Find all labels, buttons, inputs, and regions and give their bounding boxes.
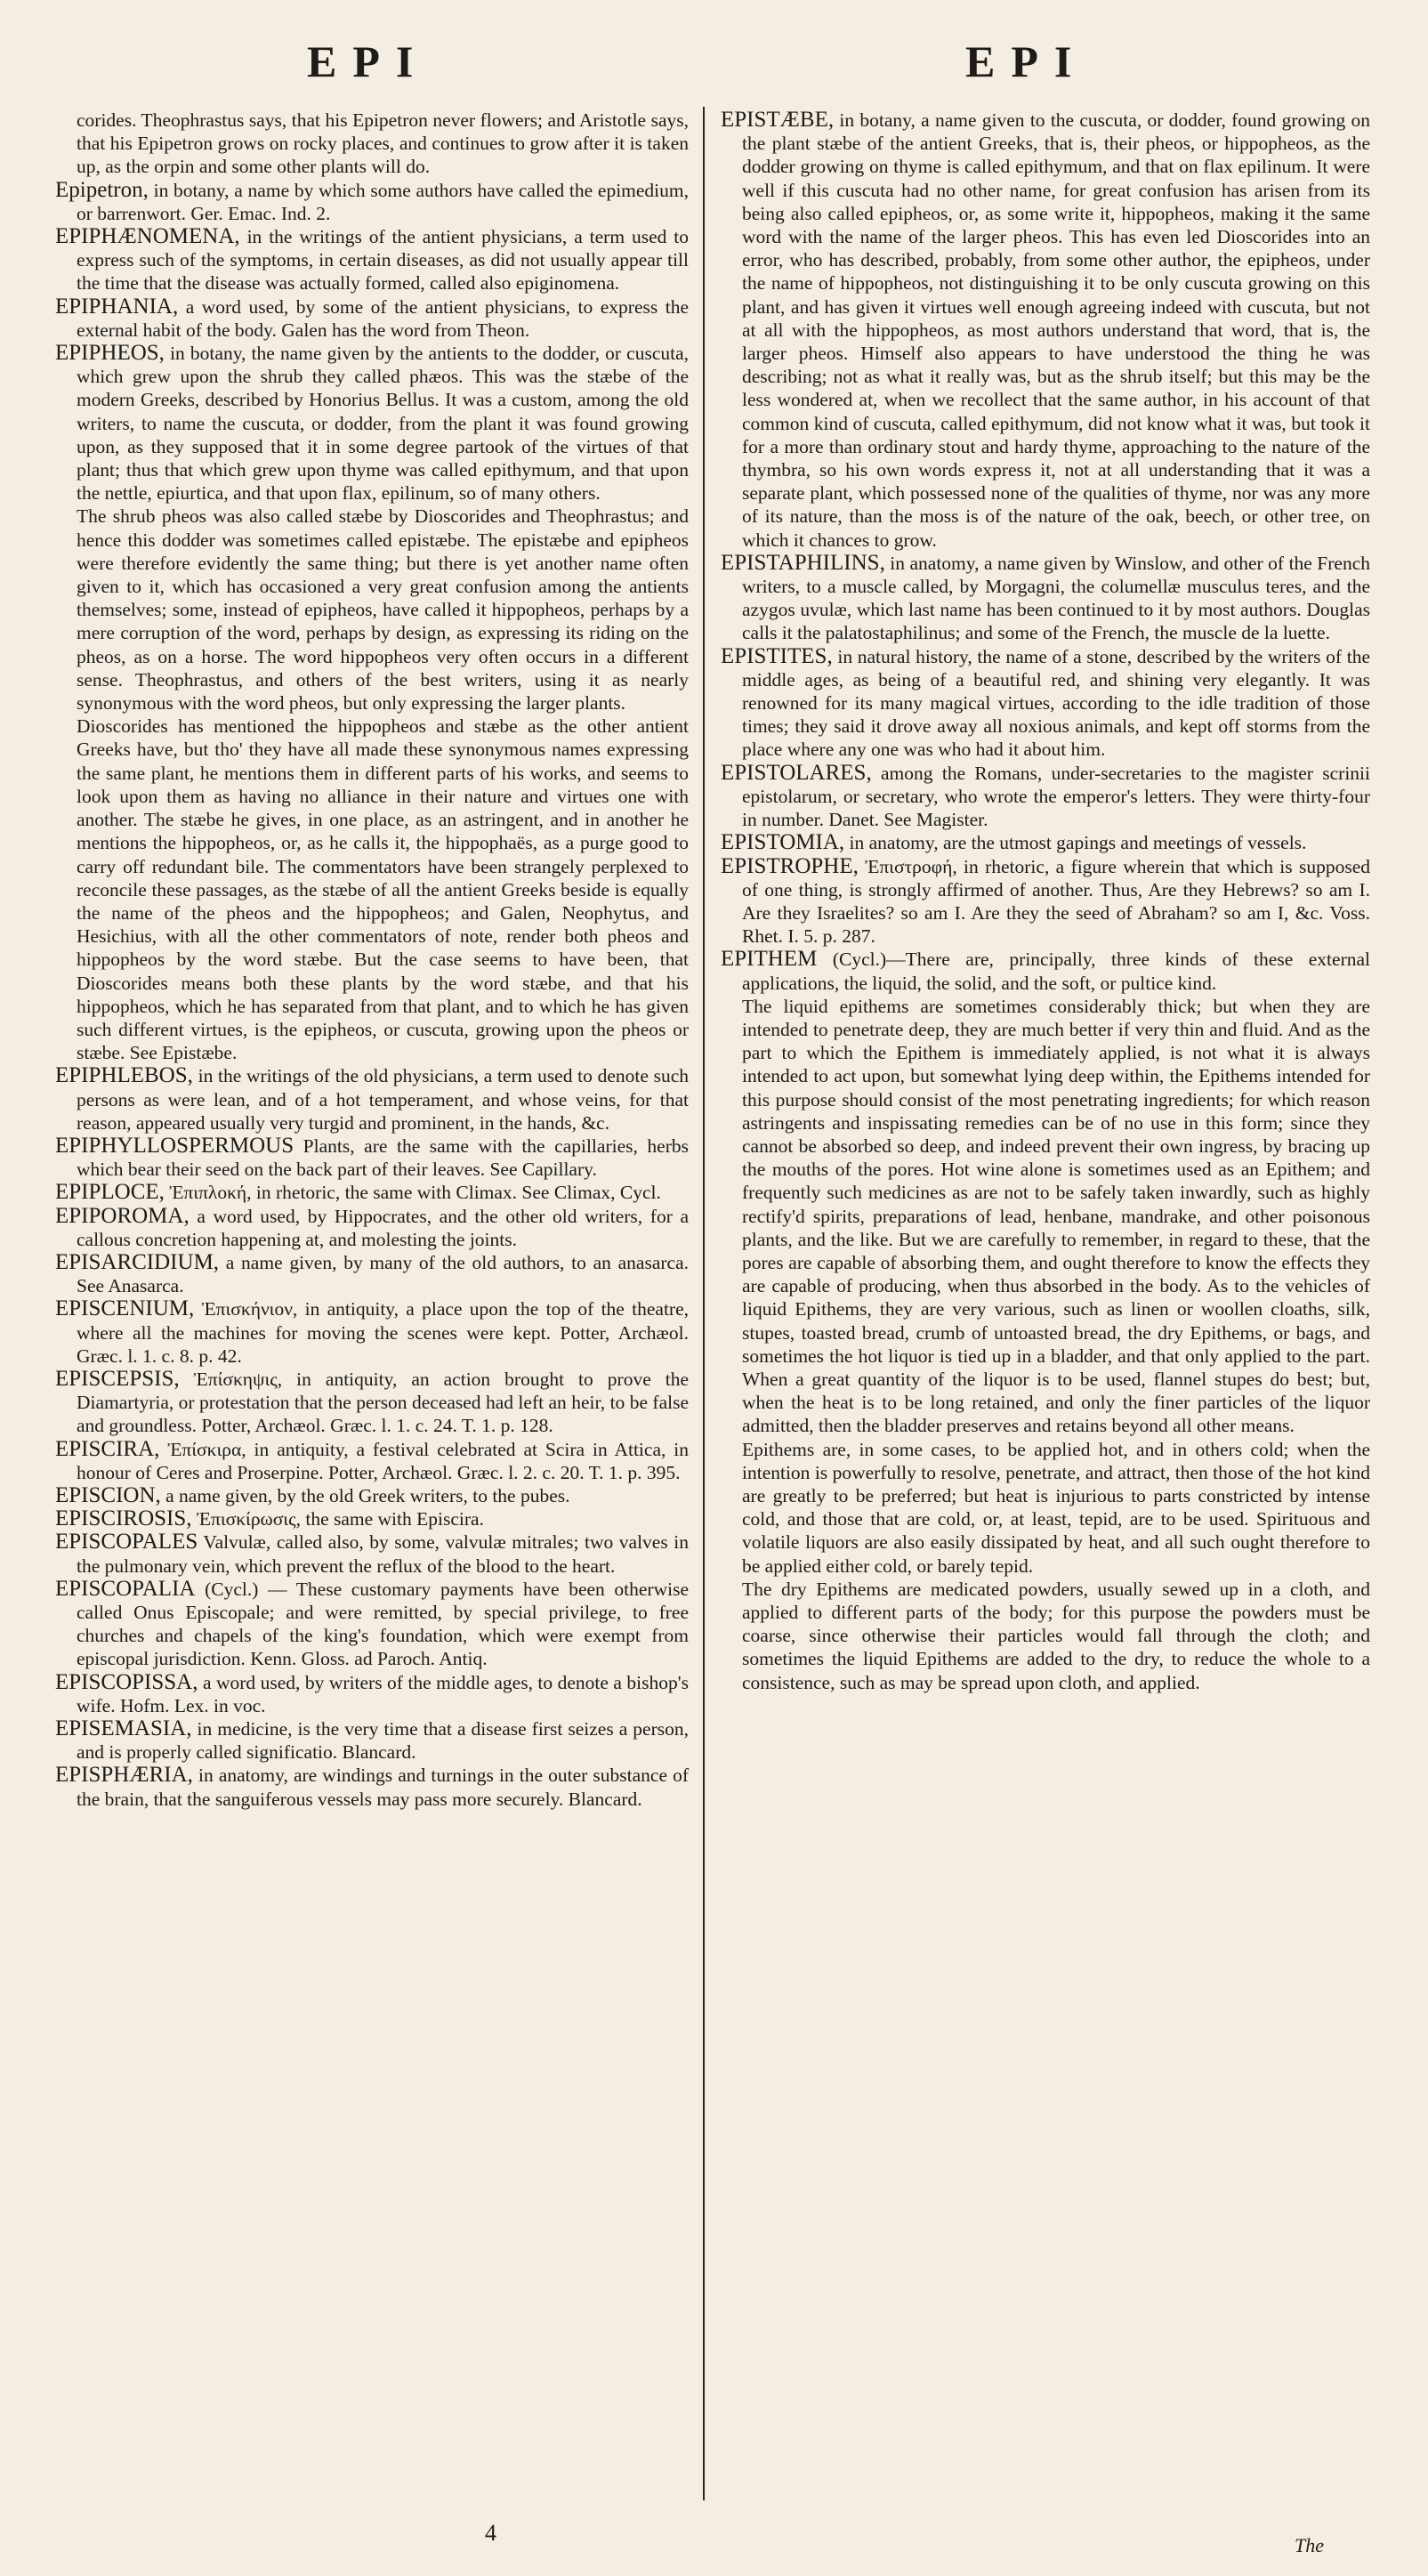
entry-text: in anatomy, are windings and turnings in the outer substance of the brain, that the sanguiferous vessels may pass more securely. Blancard. bbox=[77, 1764, 690, 1810]
entry-headword: EPISARCIDIUM, bbox=[55, 1249, 220, 1274]
entry-headword: EPIPHANIA, bbox=[55, 294, 179, 319]
entry-headword: EPISTAPHILINS, bbox=[721, 550, 885, 575]
entry-text: corides. Theophrastus says, that his Epipetron never flowers; and Aristotle says, that his Epipetron grows on rocky places, and continues to grow after it is taken up, as the orpin and some other plants will do. bbox=[77, 109, 689, 178]
entry-text: The liquid epithems are sometimes considerably thick; but when they are intended to penetrate deep, they are much better if very thin and fluid. And as the part to which the Epithem is immediately applied, is not what it is always intended to act upon, but somewhat lying deep within, the Epithems intended for this purpose should consist of the most penetrating ingredients; for which reason astringents and inspissating remedies can be of no use in this form; since they cannot be absorbed so deep, and indeed prevent their own ingress, by bracing up the mouths of the pores. Hot wine alone is sometimes used as an Epithem; and frequently such medicines as are not to be safely taken inwardly, such as highly rectify'd spirits, preparations of lead, henbane, mandrake, and other poisonous plants, and the like. But we are carefully to remember, in regard to these, that the pores are capable of absorbing them, and ought therefore to know the effects they are capable of producing, when thus absorbed in the body. As to the vehicles of liquid Epithems, they are very various, such as linen or woollen cloaths, silk, stupes, toasted bread, crumb of untoasted bread, the dry Epithems, or bags, and sometimes the hot liquor is tied up in a bladder, and that only applied to the part. When a great quantity of the liquor is to be used, flannel stupes do best; but, when the heat is to be long retained, and only the finer particles of the liquor admitted, then the bladder preserves and retains beyond all other means. bbox=[742, 995, 1370, 1437]
dictionary-entry bbox=[55, 1764, 689, 1810]
entry-headword: EPIPLOCE, bbox=[55, 1180, 165, 1205]
column-rule bbox=[703, 107, 705, 2500]
entry-headword: EPIPHÆNOMENA, bbox=[55, 224, 240, 249]
entry-paragraph bbox=[55, 109, 689, 179]
dictionary-entry bbox=[55, 1297, 689, 1368]
dictionary-entry bbox=[55, 342, 689, 505]
dictionary-entry bbox=[721, 948, 1370, 994]
entry-text: Valvulæ, called also, by some, valvulæ mitrales; two valves in the pulmonary vein, which prevent the reflux of the blood to the heart. bbox=[77, 1531, 689, 1577]
entry-text: Ἐπιπλοκή, in rhetoric, the same with Climax. See Climax, Cycl. bbox=[169, 1182, 661, 1204]
entry-headword: EPISCENIUM, bbox=[55, 1296, 195, 1321]
entry-headword: EPIPHLEBOS, bbox=[55, 1063, 193, 1088]
dictionary-entry bbox=[55, 1530, 689, 1577]
entry-headword: EPISEMASIA, bbox=[55, 1716, 192, 1741]
entry-paragraph bbox=[55, 505, 689, 715]
entry-text: among the Romans, under-secretaries to the magister scrinii epistolarum, or secretary, who wrote the emperor's letters. They were thirty-four in number. Danet. See Magister. bbox=[742, 762, 1370, 831]
entry-text: Ἐπίσκηψις, in antiquity, an action brought to prove the Diamartyria, or protestation that the person deceased had left an heir, to be false and groundless. Potter, Archæol. Græc. l. 1. c. 24. T. 1. p. 128. bbox=[77, 1368, 690, 1437]
entry-headword: EPISCEPSIS, bbox=[55, 1366, 180, 1391]
dictionary-entry bbox=[721, 109, 1370, 552]
dictionary-entry bbox=[55, 1507, 689, 1530]
entry-text: Ἐπιστροφή, in rhetoric, a figure wherein that which is supposed of one thing, is strongly affirmed of another. Thus, Are they Hebrews? so am I. Are they Israelites? so am I. Are they the seed of Abraham? so am I, &c. Voss. Rhet. I. 5. p. 287. bbox=[742, 855, 1370, 948]
entry-paragraph bbox=[721, 1578, 1370, 1694]
dictionary-entry bbox=[55, 1135, 689, 1181]
dictionary-entry bbox=[55, 1484, 689, 1507]
dictionary-entry bbox=[721, 831, 1370, 854]
dictionary-entry bbox=[55, 1251, 689, 1297]
entry-text: a name given, by many of the old authors, to an anasarca. See Anasarca. bbox=[77, 1251, 689, 1297]
entry-headword: EPISTOMIA, bbox=[721, 830, 845, 855]
entry-headword: EPIPHEOS, bbox=[55, 341, 165, 366]
entry-headword: EPIPOROMA, bbox=[55, 1203, 190, 1228]
entry-text: in the writings of the antient physicians, a term used to express such of the symptoms, in certain diseases, as did not usually appear till the time that the disease was actually formed, called also epiginomena. bbox=[77, 226, 689, 295]
dictionary-entry bbox=[721, 552, 1370, 645]
dictionary-entry bbox=[55, 295, 689, 342]
entry-text: The dry Epithems are medicated powders, usually sewed up in a cloth, and applied to different parts of the body; for this purpose the powders must be coarse, since otherwise their particles would fall through the cloth; and sometimes the liquid Epithems are added to the dry, to reduce the whole to a consistence, such as may be spread upon cloth, and applied. bbox=[742, 1578, 1370, 1693]
running-head-right: EPI bbox=[965, 36, 1088, 86]
entry-headword: EPISCIROSIS, bbox=[55, 1506, 192, 1531]
entry-text: in anatomy, a name given by Winslow, and other of the French writers, to a muscle called, by Morgagni, the columellæ musculus teres, and the azygos uvulæ, which last name has been continued to it by most authors. Douglas calls it the palatostaphilinus; and some of the French, the muscle de la luette. bbox=[742, 552, 1371, 644]
dictionary-entry bbox=[55, 1368, 689, 1438]
entry-text: in medicine, is the very time that a disease first seizes a person, and is properly called significatio. Blancard. bbox=[77, 1718, 690, 1764]
entry-text: (Cycl.)—There are, principally, three kinds of these external applications, the liquid, the solid, and the soft, or pultice kind. bbox=[742, 949, 1370, 994]
entry-headword: EPIPHYLLOSPERMOUS bbox=[55, 1133, 294, 1158]
dictionary-entry bbox=[721, 762, 1370, 832]
entry-text: Ἐπισκήνιον, in antiquity, a place upon the top of the theatre, where all the machines for moving the scenes were kept. Potter, Archæol. Græc. l. 1. c. 8. p. 42. bbox=[77, 1298, 689, 1367]
entry-text: in natural history, the name of a stone, described by the writers of the middle ages, as being of a beautiful red, and shining very elegantly. It was renowned for its many magical virtues, according to the idle tradition of those times; they said it drove away all noxious animals, and kept off storms from the place where any one was who had it about him. bbox=[742, 645, 1370, 761]
page-number: 4 bbox=[485, 2520, 496, 2546]
entry-text: a word used, by writers of the middle ages, to denote a bishop's wife. Hofm. Lex. in voc. bbox=[77, 1671, 690, 1716]
entry-text: in anatomy, are the utmost gapings and meetings of vessels. bbox=[849, 832, 1307, 854]
entry-text: The shrub pheos was also called stæbe by Dioscorides and Theophrastus; and hence this dodder was sometimes called epistæbe. The epistæbe and epipheos were therefore evidently the same thing; but there is yet another name often given to it, which has occasioned a very great confusion among the antients themselves; some, instead of epipheos, have called it hippopheos, perhaps by a mere corruption of the word, perhaps by design, as expressing its riding on the pheos, as on a horse. The word hippopheos very often occurs in a different sense. Theophrastus, and others of the best writers, using it as nearly synonymous with the word pheos, but only expressing the larger plants. bbox=[77, 505, 689, 715]
entry-text: in botany, the name given by the antients to the dodder, or cuscuta, which grew upon the shrub they called phæos. This was the stæbe of the modern Greeks, described by Honorius Bellus. It was a custom, among the old writers, to name the cuscuta, or dodder, from the plant it was found growing upon, as they supposed that it in some degree partook of the virtues of that plant; thus that which grew upon thyme was called epithymum, and that upon the nettle, epiurtica, and that upon flax, epilinum, so of many others. bbox=[77, 343, 689, 505]
entry-text: Plants, are the same with the capillaries, herbs which bear their seed on the back part of their leaves. See Capillary. bbox=[77, 1135, 689, 1181]
dictionary-entry bbox=[55, 1181, 689, 1204]
entry-text: a word used, by Hippocrates, and the other old writers, for a callous concretion happening at, and molesting the joints. bbox=[77, 1205, 690, 1250]
dictionary-entry bbox=[55, 1671, 689, 1717]
entry-headword: EPISPHÆRIA, bbox=[55, 1763, 193, 1788]
entry-headword: EPISTOLARES, bbox=[721, 760, 872, 785]
dictionary-entry bbox=[721, 855, 1370, 949]
entry-text: in botany, a name given to the cuscuta, or dodder, found growing on the plant stæbe of the antient Greeks, that is, their pheos, or hippopheos, as the dodder growing on thyme is called epithymum, and that on flax epilinum. It were well if this cuscuta had no other name, for great confusion has arisen from its being also called epipheos, or, as some write it, hippopheos, making it the same word with the name of the larger pheos. This has even led Dioscorides into an error, who has described, probably, from some other author, the epipheos, under the name of hippopheos, not distinguishing it to be only cuscuta growing on this plant, and has given it virtues well enough agreeing indeed with cuscuta, but not at all with the hippopheos, as most authors understand that word, that is, the larger pheos. Himself also appears to have understood the thing he was describing; not as what it really was, but as the shrub itself; but this may be the less wondered at, when we recollect that the same author, in his account of that common kind of cuscuta, called epithymum, did not know what it was, but took it for a more than ordinary stout and hardy thyme, approaching to the nature of the thymbra, so his own words express it, not at all understanding that it was a separate plant, which possessed none of the qualities of thyme, nor was any more of its nature, than the moss is of the nature of the oak, beech, or other tree, on which it chances to grow. bbox=[742, 109, 1371, 551]
entry-text: Ἐπίσκιρα, in antiquity, a festival celebrated at Scira in Attica, in honour of Ceres and Proserpine. Potter, Archæol. Græc. l. 2. c. 20. T. 1. p. 395. bbox=[77, 1438, 690, 1483]
entry-paragraph bbox=[55, 715, 689, 1064]
entry-headword: EPISCION, bbox=[55, 1482, 161, 1507]
catchword: The bbox=[1295, 2534, 1324, 2556]
dictionary-entry bbox=[55, 1578, 689, 1671]
entry-headword: EPISTITES, bbox=[721, 643, 833, 668]
entry-paragraph bbox=[721, 995, 1370, 1438]
entry-headword: EPISTÆBE, bbox=[721, 108, 835, 132]
right-column bbox=[721, 109, 1370, 1694]
dictionary-entry bbox=[55, 1438, 689, 1484]
entry-text: Ἐπισκίρωσις, the same with Episcira. bbox=[196, 1508, 484, 1530]
entry-text: in the writings of the old physicians, a term used to denote such persons as were lean, and of a hot temperament, and whose veins, for that reason, appeared usually very turgid and prominent, in the hands, &c. bbox=[77, 1065, 690, 1134]
entry-text: Dioscorides has mentioned the hippopheos and stæbe as the other antient Greeks have, but tho' they have all made these synonymous names expressing the same plant, he mentions them in different parts of his works, and seems to look upon them as having no alliance in their nature and virtues one with another. The stæbe he gives, in one place, as an astringent, and in another he mentions the hippopheos, or, as he calls it, the hippophaës, as a purge good to carry off redundant bile. The commentators have been strangely perplexed to reconcile these passages, as the stæbe of all the antient Greeks beside is equally the name of the pheos and the hippopheos; and Galen, Neophytus, and Hesichius, with all the other commentators of note, render both pheos and hippopheos by the word stæbe. But the case seems to have been, that Dioscorides means both these plants by the word stæbe, and that his hippopheos, which he has separated from that plant, and to which he has given such different virtues, is the epipheos, or cuscuta, growing upon the pheos or stæbe. See Epistæbe. bbox=[77, 715, 689, 1064]
entry-headword: EPISCOPALIA bbox=[55, 1576, 196, 1601]
dictionary-entry bbox=[55, 225, 689, 295]
dictionary-entry bbox=[55, 179, 689, 225]
running-head-left: EPI bbox=[307, 36, 430, 86]
entry-text: (Cycl.) — These customary payments have been otherwise called Onus Episcopale; and were remitted, by special privilege, to free churches and chapels of the king's foundation, which were exempt from episcopal jurisdiction. Kenn. Gloss. ad Paroch. Antiq. bbox=[77, 1578, 689, 1670]
entry-headword: EPISCIRA, bbox=[55, 1436, 160, 1461]
entry-text: a name given, by the old Greek writers, to the pubes. bbox=[165, 1484, 570, 1506]
entry-headword: EPISCOPISSA, bbox=[55, 1669, 198, 1694]
dictionary-entry bbox=[55, 1205, 689, 1251]
dictionary-entry bbox=[55, 1717, 689, 1764]
left-column bbox=[55, 109, 689, 1811]
entry-text: Epithems are, in some cases, to be applied hot, and in others cold; when the intention is powerfully to resolve, penetrate, and attract, then those of the hot kind are greatly to be preferred; but heat is injurious to parts constricted by intense cold, and those that are cold, or, at least, tepid, are to be used. Spirituous and volatile liquors are also easily dissipated by heat, and all such ought therefore to be applied either cold, or barely tepid. bbox=[742, 1438, 1370, 1577]
entry-headword: EPITHEM bbox=[721, 947, 818, 972]
entry-text: a word used, by some of the antient physicians, to express the external habit of the body. Galen has the word from Theon. bbox=[77, 295, 689, 341]
entry-paragraph bbox=[721, 1438, 1370, 1578]
entry-text: in botany, a name by which some authors have called the epimedium, or barrenwort. Ger. Emac. Ind. 2. bbox=[77, 179, 690, 224]
dictionary-entry bbox=[55, 1064, 689, 1135]
entry-headword: Epipetron, bbox=[55, 177, 149, 202]
dictionary-entry bbox=[721, 645, 1370, 762]
entry-headword: EPISTROPHE, bbox=[721, 853, 859, 878]
entry-headword: EPISCOPALES bbox=[55, 1530, 198, 1554]
